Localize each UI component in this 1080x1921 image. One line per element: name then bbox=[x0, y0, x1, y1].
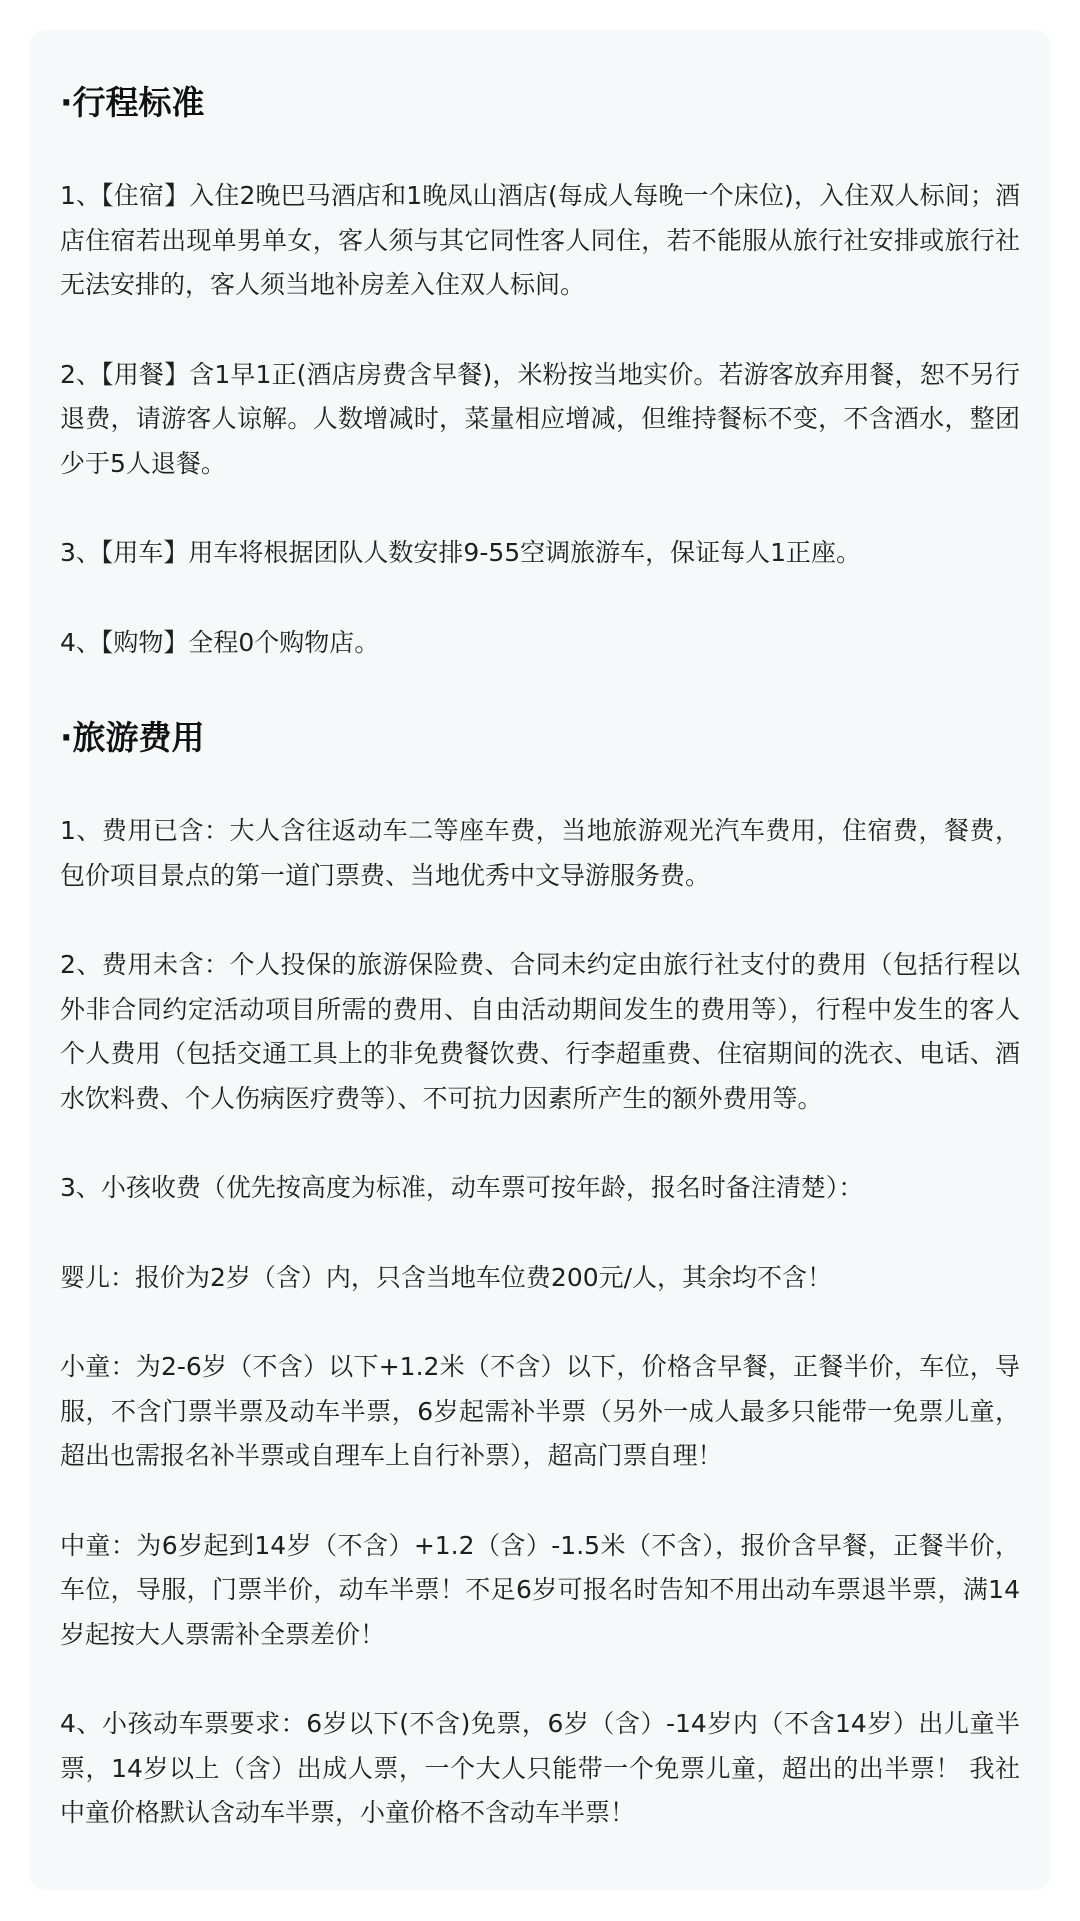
paragraph-child-train-ticket: 4、小孩动车票要求：6岁以下(不含)免票，6岁（含）-14岁内（不含14岁）出儿童半票，14岁以上（含）出成人票，一个大人只能带一个免票儿童，超出的出半票！ 我社中童价格默认含动车半票，小童价格不含动车半票！ bbox=[60, 1709, 1020, 1827]
paragraph-accommodation: 1、【住宿】入住2晚巴马酒店和1晚凤山酒店(每成人每晚一个床位)，入住双人标间；酒店住宿若出现单男单女，客人须与其它同性客人同住，若不能服从旅行社安排或旅行社无法安排的，客人须当地补房差入住双人标间。 bbox=[60, 181, 1020, 299]
paragraph-shopping: 4、【购物】全程0个购物店。 bbox=[60, 627, 380, 657]
section-title-travel-costs: ·旅游费用 bbox=[60, 718, 205, 757]
paragraph-infant: 婴儿：报价为2岁（含）内，只含当地车位费200元/人，其余均不含！ bbox=[60, 1262, 833, 1292]
content-card bbox=[30, 30, 1050, 1890]
section-title-itinerary-standard: ·行程标准 bbox=[60, 83, 205, 122]
paragraph-young-child: 小童：为2-6岁（不含）以下+1.2米（不含）以下，价格含早餐，正餐半价，车位，导服，不含门票半票及动车半票，6岁起需补半票（另外一成人最多只能带一免票儿童，超出也需报名补半票或自理车上自行补票），超高门票自理！ bbox=[60, 1352, 1020, 1470]
paragraph-meals: 2、【用餐】含1早1正(酒店房费含早餐)，米粉按当地实价。若游客放弃用餐，恕不另行退费，请游客人谅解。人数增减时，菜量相应增减，但维持餐标不变，不含酒水，整团少于5人退餐。 bbox=[60, 359, 1020, 478]
paragraph-costs-excluded: 2、费用未含：个人投保的旅游保险费、合同未约定由旅行社支付的费用（包括行程以外非合同约定活动项目所需的费用、自由活动期间发生的费用等），行程中发生的客人个人费用（包括交通工具上的非免费餐饮费、行李超重费、住宿期间的洗衣、电话、酒水饮料费、个人伤病医疗费等）、不可抗力因素所产生的额外费用等。 bbox=[60, 950, 1020, 1113]
paragraph-costs-included: 1、费用已含：大人含往返动车二等座车费，当地旅游观光汽车费用，住宿费，餐费，包价项目景点的第一道门票费、当地优秀中文导游服务费。 bbox=[60, 816, 1020, 890]
paragraph-child-fees: 3、小孩收费（优先按高度为标准，动车票可按年龄，报名时备注清楚）： bbox=[60, 1173, 864, 1202]
paragraph-transport: 3、【用车】用车将根据团队人数安排9-55空调旅游车，保证每人1正座。 bbox=[60, 538, 862, 567]
paragraph-older-child: 中童：为6岁起到14岁（不含）+1.2（含）-1.5米（不含），报价含早餐，正餐半价，车位，导服，门票半价，动车半票！不足6岁可报名时告知不用出动车票退半票，满14岁起按大人票需补全票差价！ bbox=[60, 1530, 1020, 1649]
